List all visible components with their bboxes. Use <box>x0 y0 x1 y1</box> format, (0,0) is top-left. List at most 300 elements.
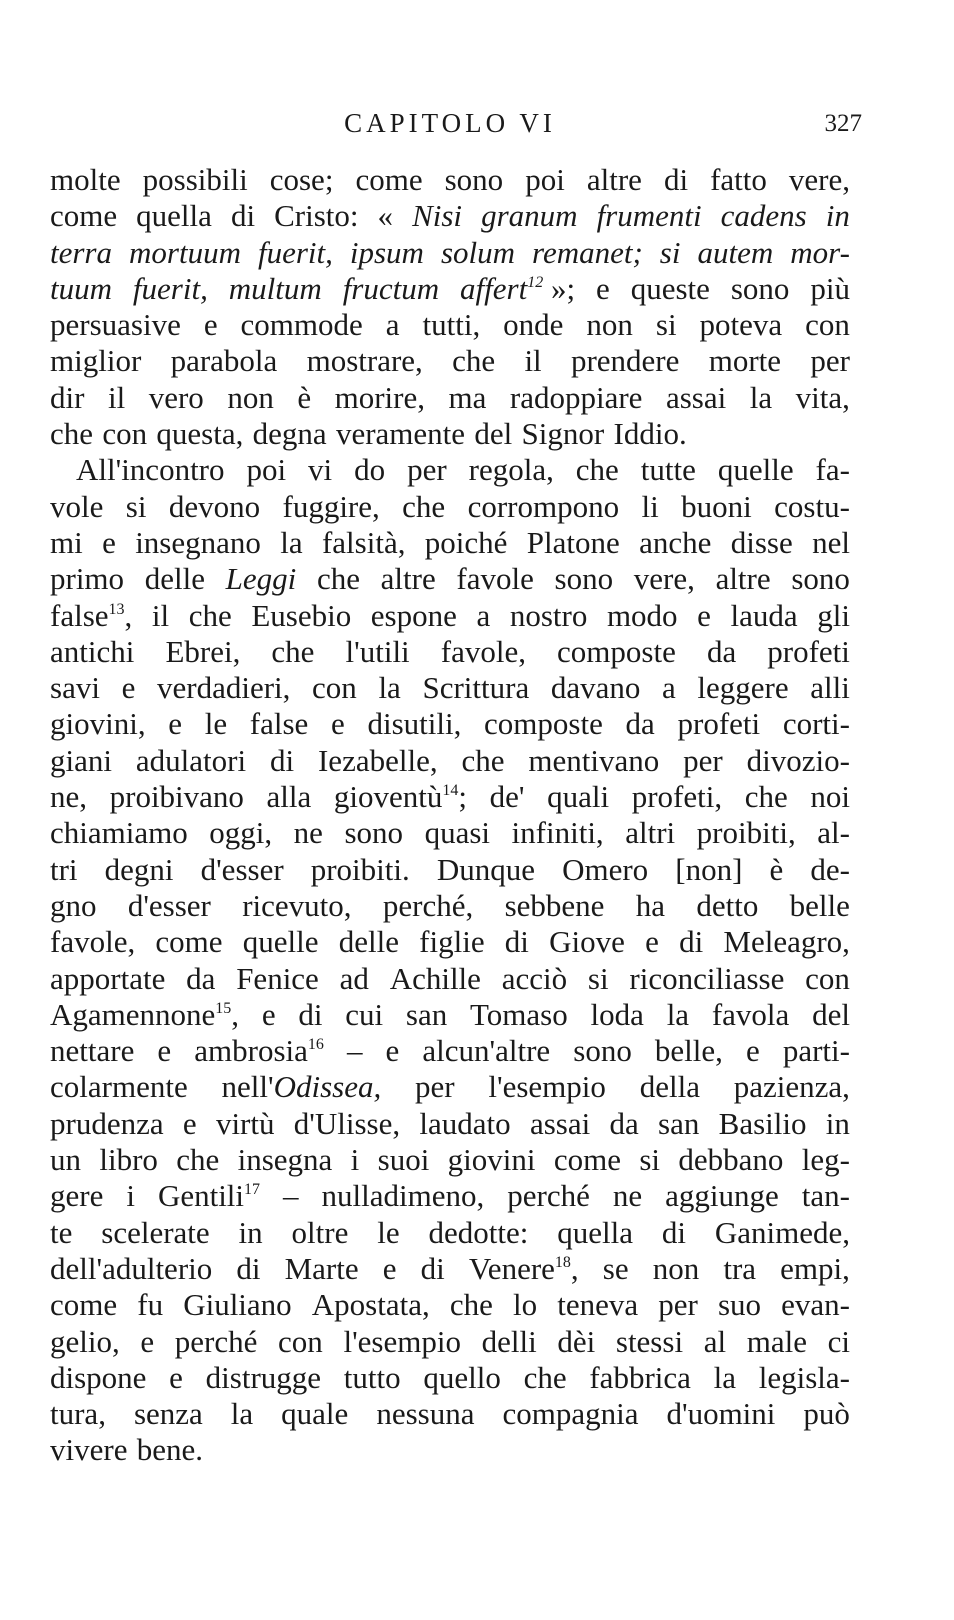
word: belle, <box>654 1033 723 1069</box>
word: tutto <box>343 1359 401 1395</box>
word: altre <box>715 561 771 597</box>
word: detto <box>696 887 759 923</box>
word: di <box>298 996 323 1032</box>
word: savi <box>50 670 100 706</box>
word: figlie <box>419 924 485 960</box>
word: stessi <box>615 1323 684 1359</box>
word: mor- <box>790 234 850 270</box>
word: i <box>126 1178 135 1214</box>
text-line <box>50 235 850 271</box>
word: ne <box>293 815 323 851</box>
word: da <box>609 1105 639 1141</box>
word: tutti, <box>422 307 481 343</box>
word: Ebrei, <box>165 633 241 669</box>
word: si <box>587 960 609 996</box>
word: dèi <box>557 1323 596 1359</box>
word: veramente <box>335 416 466 452</box>
word: molte <box>50 162 121 197</box>
word: Fenice <box>236 960 319 996</box>
word: debbano <box>678 1142 784 1178</box>
word: l'esempio <box>343 1323 461 1359</box>
word: perché <box>507 1178 590 1214</box>
word: belle <box>789 887 850 923</box>
word: proibivano <box>109 779 244 815</box>
word: degni <box>104 851 174 887</box>
word: gioventù$^{14}$; <box>333 779 468 815</box>
word: sono <box>730 270 790 306</box>
word: dir <box>50 379 85 415</box>
word: Leggi <box>225 561 297 597</box>
word: e <box>261 996 276 1032</box>
word: Platone <box>526 524 620 560</box>
word: fructum <box>342 270 440 306</box>
word: sono <box>444 162 504 197</box>
word: di <box>679 924 704 960</box>
word: questa, <box>156 416 244 452</box>
word: da <box>706 633 737 669</box>
word: che <box>575 452 619 488</box>
word: – <box>346 1033 363 1069</box>
word: a <box>662 670 676 706</box>
text-line <box>50 743 850 779</box>
word: e <box>746 1033 760 1069</box>
word: delli <box>481 1323 537 1359</box>
word: ad <box>339 960 369 996</box>
word: commode <box>240 307 363 343</box>
text-line <box>50 1432 850 1468</box>
chapter-title: CAPITOLO VI <box>344 108 556 138</box>
word: Apostata, <box>311 1287 430 1323</box>
word: per <box>683 742 723 778</box>
word: l'utili <box>345 633 410 669</box>
word: altre <box>586 162 642 197</box>
word: radoppiare <box>509 379 643 415</box>
word: Venere$^{18}$, <box>468 1250 579 1286</box>
word: Cristo: <box>274 198 359 234</box>
word: [non] <box>675 851 743 887</box>
text-line <box>50 525 850 561</box>
word: in <box>825 1105 850 1141</box>
word: giani <box>50 742 112 778</box>
word: la <box>666 996 690 1032</box>
word: leg- <box>801 1142 850 1178</box>
word: All'incontro <box>76 452 225 488</box>
word: anche <box>639 524 712 560</box>
word: sono <box>554 561 614 597</box>
word: Agamennone$^{15}$, <box>50 996 240 1032</box>
word: gno <box>50 887 97 923</box>
word: che <box>316 561 360 597</box>
word: e <box>140 1323 155 1359</box>
word: quelle <box>242 924 319 960</box>
word: le <box>204 706 228 742</box>
word: nell'Odissea, <box>221 1069 382 1105</box>
word: e <box>385 1033 400 1069</box>
word: remanet; <box>532 234 643 270</box>
word: al <box>703 1323 727 1359</box>
word: fuerit, <box>257 234 333 270</box>
word: vere, <box>633 561 695 597</box>
word: con <box>312 670 357 706</box>
word: d'esser <box>127 887 211 923</box>
word: composte <box>484 706 603 742</box>
word: verdadieri, <box>156 670 291 706</box>
word: fa- <box>815 452 850 488</box>
word: possibili <box>142 162 248 197</box>
text-line <box>50 271 850 307</box>
word: nostro <box>509 597 588 633</box>
word: gelio, <box>50 1323 120 1359</box>
word: oggi, <box>209 815 273 851</box>
word: come <box>355 162 423 197</box>
word: noi <box>810 779 850 815</box>
word: con <box>805 960 850 996</box>
word: può <box>803 1396 850 1432</box>
text-line <box>50 1287 850 1323</box>
word: favola <box>711 996 790 1032</box>
word: mostrare, <box>306 343 423 379</box>
word: che <box>271 633 315 669</box>
word: d'uomini <box>666 1396 776 1432</box>
word: prendere <box>570 343 680 379</box>
word: corti- <box>782 706 850 742</box>
word: la <box>280 524 303 560</box>
word: tuum <box>50 270 112 306</box>
word: queste <box>630 270 710 306</box>
word: ci <box>827 1323 850 1359</box>
body-text <box>50 162 850 1469</box>
text-line <box>50 1106 850 1142</box>
word: favole <box>456 561 534 597</box>
text-line <box>50 1178 850 1214</box>
word: senza <box>133 1396 203 1432</box>
word: Dunque <box>436 851 535 887</box>
word: gere <box>50 1178 104 1214</box>
word: nettare <box>50 1033 135 1069</box>
word: come <box>155 924 223 960</box>
word: Nisi <box>412 198 463 234</box>
word: Ganimede, <box>714 1214 850 1250</box>
word: alcun'altre <box>422 1033 551 1069</box>
word: cose; <box>269 162 334 197</box>
word: assai <box>665 379 727 415</box>
word: di <box>420 1250 445 1286</box>
word: e <box>645 924 659 960</box>
footnote-marker: 13 <box>108 600 125 618</box>
text-line <box>50 198 850 234</box>
word: favole, <box>50 924 136 960</box>
word: di <box>269 742 295 778</box>
word: si <box>639 1142 661 1178</box>
word: la <box>713 1359 737 1395</box>
word: miglior <box>50 343 142 379</box>
word: dell'adulterio <box>50 1250 213 1286</box>
word: a <box>476 597 491 633</box>
word: poi <box>246 452 287 488</box>
word: non <box>227 379 274 415</box>
word: primo <box>50 561 125 597</box>
word: granum <box>481 198 578 234</box>
word: il <box>151 597 170 633</box>
word: che <box>50 416 94 452</box>
word: corrompono <box>467 488 620 524</box>
word: Iezabelle, <box>317 742 438 778</box>
word: come <box>50 198 118 234</box>
word: e <box>169 1359 183 1395</box>
word: nulladimeno, <box>321 1178 485 1214</box>
word: vole <box>50 488 104 524</box>
word: sebbene <box>504 887 605 923</box>
word: adulatori <box>135 742 247 778</box>
text-line <box>50 997 850 1033</box>
word: d'esser <box>200 851 284 887</box>
text-line <box>50 815 850 851</box>
word: quali <box>547 779 610 815</box>
footnote-marker: 17 <box>244 1181 261 1199</box>
word: aggiunge <box>665 1178 779 1214</box>
word: nessuna <box>376 1396 475 1432</box>
text-line <box>50 1069 850 1105</box>
word: che <box>523 1359 567 1395</box>
word: distrugge <box>205 1359 322 1395</box>
word: ma <box>448 379 487 415</box>
word: assai <box>529 1105 591 1141</box>
word: più <box>810 270 850 306</box>
word: un <box>50 1142 81 1178</box>
word: e <box>331 706 345 742</box>
word: per <box>658 1287 698 1323</box>
word: disutili, <box>367 706 462 742</box>
text-line <box>50 924 850 960</box>
word: compagnia <box>502 1396 639 1432</box>
word: di <box>230 198 256 234</box>
word: teneva <box>557 1287 639 1323</box>
word: altre <box>380 561 436 597</box>
word: lo <box>513 1287 538 1323</box>
word: de- <box>810 851 850 887</box>
text-line <box>50 489 850 525</box>
word: che <box>461 742 505 778</box>
word: quale <box>281 1396 349 1432</box>
text-line <box>50 779 850 815</box>
word: giovini <box>447 1142 536 1178</box>
word: è <box>769 851 784 887</box>
word: autem <box>697 234 774 270</box>
word: regola, <box>468 452 554 488</box>
word: evan- <box>781 1287 850 1323</box>
word: fatto <box>710 162 767 197</box>
word: con <box>102 416 148 452</box>
word: espone <box>370 597 457 633</box>
text-line <box>50 706 850 742</box>
word: come <box>50 1287 118 1323</box>
word: tutte <box>640 452 696 488</box>
word: persuasive <box>50 307 181 343</box>
word: di <box>661 1214 686 1250</box>
word: empi, <box>780 1250 850 1286</box>
text-line <box>50 452 850 488</box>
word: poteva <box>699 307 783 343</box>
word: Gentili$^{17}$ <box>157 1178 261 1214</box>
word: la <box>378 670 401 706</box>
word: san <box>658 1105 700 1141</box>
word: colarmente <box>50 1069 188 1105</box>
word: loda <box>590 996 644 1032</box>
footnote-marker: 15 <box>215 999 232 1017</box>
word: dispone <box>50 1359 147 1395</box>
word: mortuum <box>129 234 241 270</box>
page-number: 327 <box>824 110 862 137</box>
word: per <box>810 343 850 379</box>
text-line <box>50 416 850 452</box>
word: ambrosia$^{16}$ <box>194 1033 324 1069</box>
footnote-marker: 14 <box>442 782 459 800</box>
word: terra <box>50 234 112 270</box>
word: infiniti, <box>511 815 604 851</box>
word: profeti <box>677 706 761 742</box>
word: Scrittura <box>422 670 530 706</box>
footnote-marker: 12 <box>527 273 544 291</box>
word: ne <box>612 1178 643 1214</box>
word: quella <box>136 198 212 234</box>
word: poi <box>525 162 565 197</box>
word: al- <box>817 815 850 851</box>
word: bene. <box>136 1432 204 1468</box>
word: frumenti <box>596 198 702 234</box>
word: de' <box>489 779 525 815</box>
word: da <box>625 706 655 742</box>
word: e <box>203 307 218 343</box>
word: parabola <box>170 343 278 379</box>
word: Marte <box>284 1250 359 1286</box>
word: e <box>168 706 183 742</box>
word: apportate <box>50 960 166 996</box>
word: fu <box>137 1287 164 1323</box>
word: si <box>655 307 677 343</box>
word: disse <box>730 524 793 560</box>
word: sono <box>573 1033 632 1069</box>
word: insegnano <box>135 524 261 560</box>
word: falsità, <box>321 524 406 560</box>
text-line <box>50 1142 850 1178</box>
word: insegna <box>237 1142 333 1178</box>
word: in <box>825 198 850 234</box>
text-line <box>50 634 850 670</box>
word: proibiti, <box>696 815 796 851</box>
word: morte <box>708 343 782 379</box>
word: sono <box>791 561 850 597</box>
word: riconciliasse <box>629 960 785 996</box>
word: cadens <box>720 198 807 234</box>
word: in <box>238 1214 263 1250</box>
word: a <box>385 307 400 343</box>
text-line <box>50 380 850 416</box>
word: proibiti. <box>310 851 410 887</box>
word: del <box>812 996 850 1032</box>
word: vi <box>308 452 333 488</box>
word: che <box>402 488 446 524</box>
word: che <box>452 343 496 379</box>
word: se <box>602 1250 629 1286</box>
word: parti- <box>782 1033 850 1069</box>
word: l'esempio <box>488 1069 606 1105</box>
word: degna <box>252 416 327 452</box>
word: fuerit, <box>132 270 208 306</box>
word: mi <box>50 524 83 560</box>
text-line <box>50 1360 850 1396</box>
word: lauda <box>730 597 798 633</box>
word: pazienza, <box>733 1069 850 1105</box>
word: devono <box>168 488 261 524</box>
word: Eusebio <box>251 597 352 633</box>
word: di <box>504 924 529 960</box>
word: libro <box>99 1142 158 1178</box>
word: do <box>354 452 386 488</box>
word: li <box>641 488 659 524</box>
word: prudenza <box>50 1105 164 1141</box>
word: sono <box>344 815 404 851</box>
word: perché, <box>382 887 474 923</box>
word: di <box>236 1250 261 1286</box>
word: – <box>283 1178 299 1214</box>
word: i <box>350 1142 360 1178</box>
text-line <box>50 1251 850 1287</box>
word: costu- <box>774 488 850 524</box>
word: ricevuto, <box>242 887 352 923</box>
word: favole, <box>440 633 526 669</box>
text-line <box>50 1396 850 1432</box>
word: profeti <box>767 633 850 669</box>
word: delle <box>338 924 399 960</box>
word: e <box>102 524 116 560</box>
word: e <box>596 270 610 306</box>
word: tura, <box>50 1396 106 1432</box>
word: solum <box>440 234 516 270</box>
word: del <box>474 416 513 452</box>
word: per <box>415 1069 455 1105</box>
word: morire, <box>334 379 425 415</box>
word: di <box>663 162 689 197</box>
word: vere, <box>788 162 850 197</box>
word: oltre <box>291 1214 349 1250</box>
word: e <box>697 597 711 633</box>
word: Omero <box>562 851 649 887</box>
text-line <box>50 1033 850 1069</box>
word: vivere <box>50 1432 128 1468</box>
word: perché <box>174 1323 258 1359</box>
word: che <box>449 1287 493 1323</box>
word: Tomaso <box>470 996 568 1032</box>
word: si <box>125 488 147 524</box>
word: Signor <box>521 416 605 452</box>
text-line <box>50 1324 850 1360</box>
word: divozio- <box>746 742 850 778</box>
word: acciò <box>501 960 568 996</box>
word: multum <box>228 270 322 306</box>
text-line <box>50 1215 850 1251</box>
word: modo <box>606 597 678 633</box>
footnote-marker: 16 <box>307 1036 324 1054</box>
word: il <box>107 379 126 415</box>
word: quella <box>557 1214 633 1250</box>
word: virtù <box>215 1105 275 1141</box>
word: false <box>249 706 309 742</box>
word: leggere <box>697 670 789 706</box>
footnote-marker: 18 <box>554 1253 571 1271</box>
word: composte <box>557 633 676 669</box>
word: onde <box>503 307 564 343</box>
word: non <box>586 307 633 343</box>
